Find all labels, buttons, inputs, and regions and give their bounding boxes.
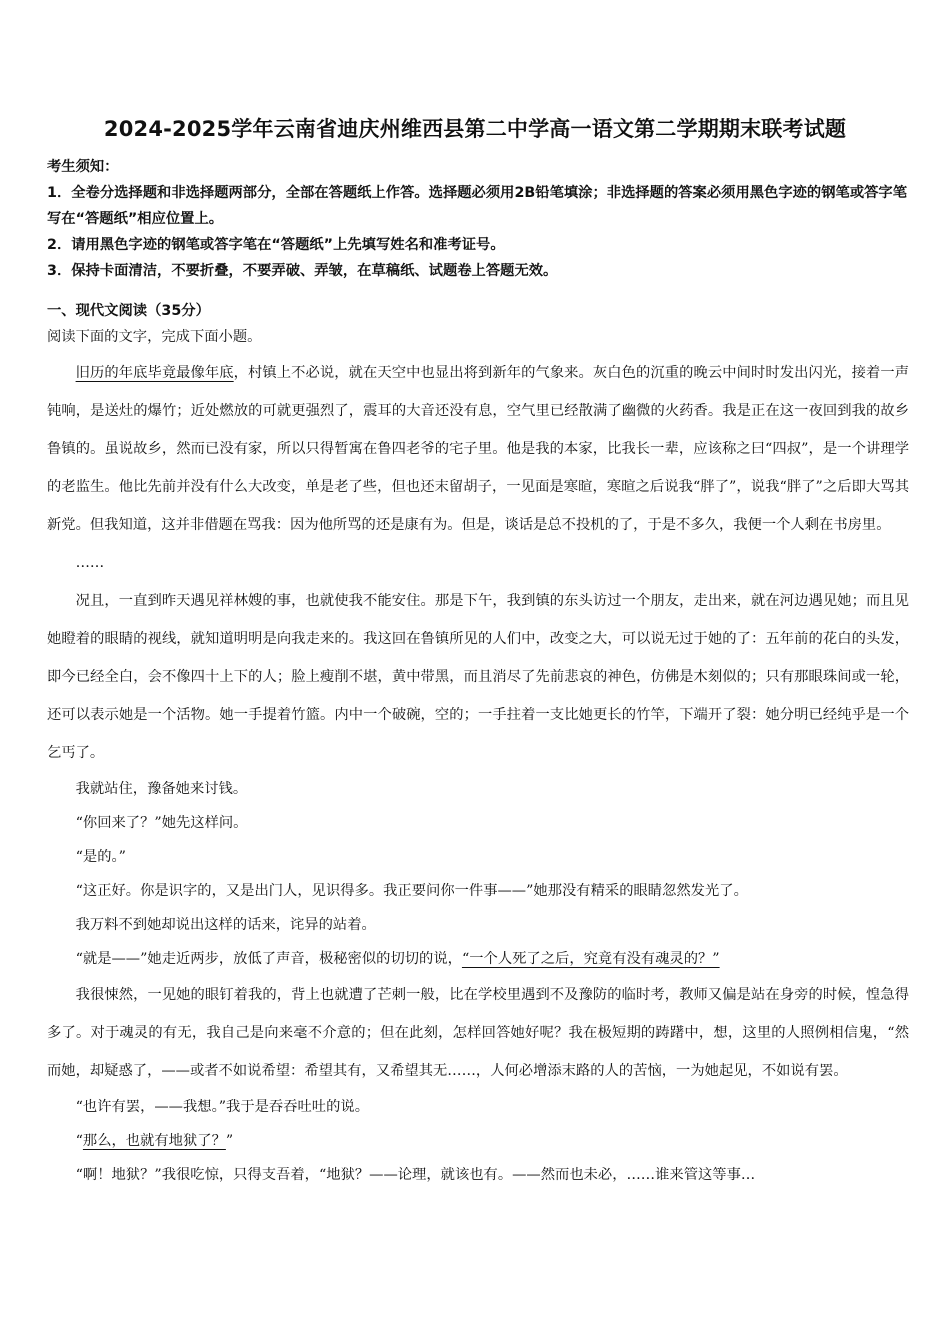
ellipsis-line: …… — [75, 555, 105, 571]
notice-item-1: 1．全卷分选择题和非选择题两部分，全部在答题纸上作答。选择题必须用2B铅笔填涂；非选择题的答案必须用黑色字迹的钢笔或答字笔写在“答题纸”相应位置上。 — [47, 185, 908, 227]
paragraph-12: “啊！地狱？”我很吃惊，只得支吾着，“地狱？——论理，就该也有。——然而也未必，……谁来管这等事… — [75, 1167, 756, 1183]
section-heading: 一、现代文阅读（35分） — [47, 303, 210, 319]
paragraph-9: 我很悚然，一见她的眼钉着我的，背上也就遭了芒刺一般，比在学校里遇到不及豫防的临时考，教师又偏是站在身旁的时候，惶急得多了。对于魂灵的有无，我自己是向来毫不介意的；但在此刻，怎样回答她好呢？我在极短期的踌躇中，想，这里的人照例相信鬼，“然而她，却疑惑了，——或者不如说希望：希望其有，又希望其无……，人何必增添末路的人的苦恼，一为她起见，不如说有罢。 — [47, 987, 909, 1079]
underlined-question: “一个人死了之后，究竟有没有魂灵的？” — [461, 951, 720, 967]
paragraph-4: “你回来了？”她先这样问。 — [75, 815, 248, 831]
paragraph-8-text: “就是——”她走近两步，放低了声音，极秘密似的切切的说， — [75, 951, 462, 967]
underlined-phrase: 旧历的年底毕竟最像年底 — [75, 365, 234, 381]
paragraph-1 — [47, 354, 909, 544]
page-title: 2024-2025学年云南省迪庆州维西县第二中学高一语文第二学期期末联考试题 — [103, 117, 847, 141]
paragraph-8 — [47, 942, 909, 976]
paragraph-1-text: ，村镇上不必说，就在天空中也显出将到新年的气象来。灰白色的沉重的晚云中间时时发出闪光，接着一声钝响，是送灶的爆竹；近处燃放的可就更强烈了，震耳的大音还没有息，空气里已经散满了幽微的火药香。我是正在这一夜回到我的故乡鲁镇的。虽说故乡，然而已没有家，所以只得暂寓在鲁四老爷的宅子里。他是我的本家，比我长一辈，应该称之曰“四叔”，是一个讲理学的老监生。他比先前并没有什么大改变，单是老了些，但也还末留胡子，一见面是寒暄，寒暄之后说我“胖了”，说我“胖了”之后即大骂其新党。但我知道，这并非借题在骂我：因为他所骂的还是康有为。但是，谈话是总不投机的了，于是不多久，我便一个人剩在书房里。 — [47, 365, 909, 533]
notice-heading: 考生须知： — [47, 159, 119, 175]
open-quote: “ — [75, 1133, 83, 1149]
paragraph-5: “是的。” — [75, 849, 126, 865]
section-instruction: 阅读下面的文字，完成下面小题。 — [47, 329, 262, 345]
notice-item-2: 2．请用黑色字迹的钢笔或答字笔在“答题纸”上先填写姓名和准考证号。 — [47, 237, 505, 253]
close-quote: ” — [225, 1133, 234, 1149]
candidate-notice — [47, 154, 909, 284]
underlined-hell-question: 那么，也就有地狱了？ — [82, 1133, 226, 1149]
paragraph-2: 况且，一直到昨天遇见祥林嫂的事，也就使我不能安住。那是下午，我到镇的东头访过一个朋友，走出来，就在河边遇见她；而且见她瞪着的眼睛的视线，就知道明明是向我走来的。我这回在鲁镇所见的人们中，改变之大，可以说无过于她的了：五年前的花白的头发，即今已经全白，会不像四十上下的人；脸上瘦削不堪，黄中带黑，而且消尽了先前悲哀的神色，仿佛是木刻似的；只有那眼珠间或一轮，还可以表示她是一个活物。她一手提着竹篮。内中一个破碗，空的；一手拄着一支比她更长的竹竿，下端开了裂：她分明已经纯乎是一个乞丐了。 — [47, 593, 909, 761]
paragraph-3: 我就站住，豫备她来讨钱。 — [75, 781, 248, 797]
reading-passage — [47, 354, 909, 1192]
paragraph-11 — [47, 1124, 909, 1158]
notice-item-3: 3．保持卡面清洁，不要折叠，不要弄破、弄皱，在草稿纸、试题卷上答题无效。 — [47, 263, 558, 279]
paragraph-7: 我万料不到她却说出这样的话来，诧异的站着。 — [75, 917, 376, 933]
paragraph-6: “这正好。你是识字的，又是出门人，见识得多。我正要问你一件事——”她那没有精采的眼睛忽然发光了。 — [75, 883, 748, 899]
paragraph-10: “也许有罢，——我想。”我于是吞吞吐吐的说。 — [75, 1099, 369, 1115]
